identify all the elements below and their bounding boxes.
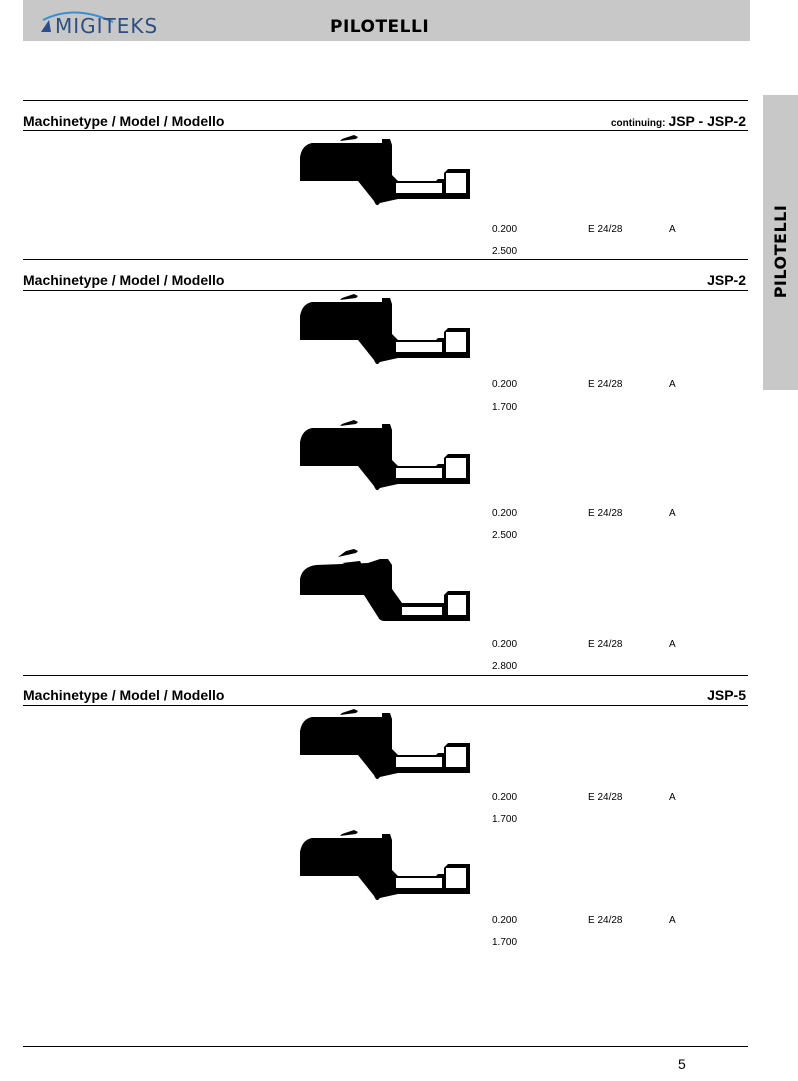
needle-profile-icon (298, 135, 472, 207)
migiteks-logo (35, 6, 159, 38)
section-top-rule (23, 259, 748, 260)
height-value: 1.700 (492, 402, 518, 413)
code-value: E 24/28 (588, 639, 623, 650)
height-value: 2.500 (492, 530, 518, 541)
footer-rule (23, 1046, 748, 1047)
section-top-rule (23, 100, 748, 101)
logo-text: MIGITEKS (55, 14, 159, 38)
code-value: E 24/28 (588, 508, 623, 519)
needle-profile-icon (298, 420, 472, 492)
height-value: 1.700 (492, 937, 518, 948)
section-label: Machinetype / Model / Modello (23, 687, 225, 703)
needle-profile-icon (298, 294, 472, 366)
page-number: 5 (678, 1056, 686, 1072)
grade-value: A (669, 508, 676, 519)
section-model (704, 687, 746, 703)
code-value: E 24/28 (588, 379, 623, 390)
thickness-value: 0.200 (492, 379, 518, 390)
thickness-value: 0.200 (492, 639, 518, 650)
grade-value: A (669, 379, 676, 390)
side-tab-label: PILOTELLI (771, 204, 790, 299)
page-title: PILOTELLI (330, 17, 430, 37)
grade-value: A (669, 792, 676, 803)
grade-value: A (669, 224, 676, 235)
section-model (611, 113, 746, 129)
height-value: 1.700 (492, 814, 518, 825)
thickness-value: 0.200 (492, 508, 518, 519)
section-header-rule (23, 705, 748, 706)
section-header-rule (23, 130, 748, 131)
section-header-rule (23, 290, 748, 291)
needle-profile-icon (298, 709, 472, 781)
section-label: Machinetype / Model / Modello (23, 113, 225, 129)
needle-profile-icon (298, 830, 472, 902)
needle-profile-icon (298, 549, 472, 621)
code-value: E 24/28 (588, 915, 623, 926)
section-top-rule (23, 675, 748, 676)
section-label: Machinetype / Model / Modello (23, 272, 225, 288)
grade-value: A (669, 915, 676, 926)
height-value: 2.500 (492, 246, 518, 257)
height-value: 2.800 (492, 661, 518, 672)
code-value: E 24/28 (588, 224, 623, 235)
side-tab (763, 95, 798, 390)
thickness-value: 0.200 (492, 224, 518, 235)
grade-value: A (669, 639, 676, 650)
page-header (23, 0, 750, 41)
code-value: E 24/28 (588, 792, 623, 803)
model-name: JSP - JSP-2 (668, 113, 746, 129)
model-name: JSP-5 (707, 687, 746, 703)
thickness-value: 0.200 (492, 792, 518, 803)
model-prefix: continuing: (611, 118, 666, 129)
section-model (704, 272, 746, 288)
thickness-value: 0.200 (492, 915, 518, 926)
model-name: JSP-2 (707, 272, 746, 288)
